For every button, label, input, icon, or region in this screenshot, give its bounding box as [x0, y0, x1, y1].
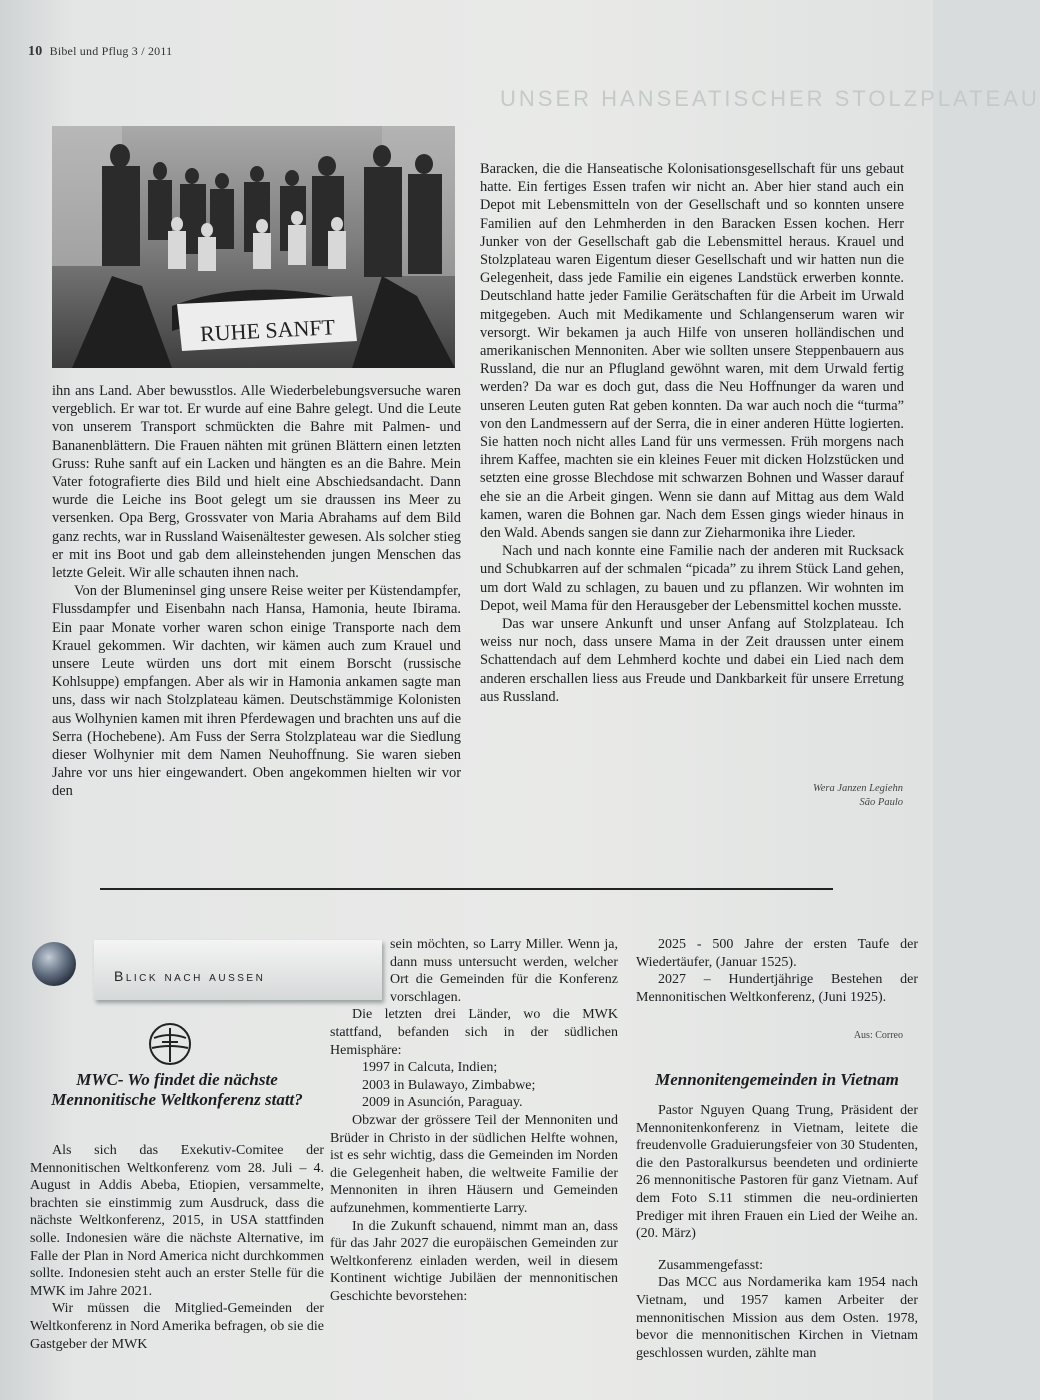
section-banner-title: Blick nach aussen: [114, 968, 266, 984]
article3-paragraph: Pastor Nguyen Quang Trung, Präsident der Mennonitenkonferenz in Vietnam, leitete die freudenvolle Graduierungsfeier von 30 Studenten, die den Pastoralkursus beendeten und ordinierte 26 mennonitische Pastoren für ganz Vietnam. Auf dem Foto S.11 stimmen die neu-ordinierten Prediger mit ihren Frauen ein Lied der Weihe an. (20. März): [636, 1103, 918, 1242]
page-header: [28, 44, 172, 60]
article1-right-paragraph: Nach und nach konnte eine Familie nach der anderen mit Rucksack und Schubkarren auf der schmalen “picada” zu ihrem Stück Land gehen, um dort Wald zu schlagen, zu bauen und zu pflanzen. Wir wohnten im Depot, weil Mama für den Herausgeber der Lebensmittel kochen musste.: [480, 543, 904, 614]
article2-col2-paragraph: In die Zukunft schauend, nimmt man an, dass für das Jahr 2027 die europäischen Gemeinden zur Weltkonferenz einladen werden, weil in diesem Kontinent wichtige Jubiläen der mennonitischen Geschichte bevorstehen:: [330, 1218, 618, 1304]
article1-right-column: [480, 160, 904, 706]
section-banner: [24, 932, 382, 1012]
article2-column3: [636, 936, 918, 1006]
photo-illustration: [52, 126, 455, 368]
article2-source: Aus: Correo: [853, 1030, 903, 1041]
article2-col2-list-intro: Die letzten drei Länder, wo die MWK stattfand, befanden sich in der südlichen Hemisphäre:: [330, 1007, 618, 1058]
article2-column1: [30, 1142, 324, 1353]
article2-col2-paragraph: Obzwar der grössere Teil der Mennoniten und Brüder in Christo in der südlichen Helfte wohnen, ist es sehr wichtig, dass die Gemeinden im Norden die Gelegenheit haben, die weltweite Familie der Mennoniten in ihren Häusern und Gemeinden aufzunehmen, kommentierte Larry.: [330, 1112, 618, 1216]
article3-headline: Mennonitengemeinden in Vietnam: [655, 1070, 899, 1089]
author-name: Wera Janzen Legiehn: [812, 783, 903, 794]
article1-left-column: [52, 382, 461, 801]
article1-left-paragraph: Von der Blumeninsel ging unsere Reise weiter per Küstendampfer, Flussdampfer und Eisenbahn nach Hansa, Hamonia, heute Ibirama. Ein paar Monate vorher waren schon einige Transporte nach dem Krauel gekommen. Wir dachten, wir kämen auch zum Krauel und unsere Leute würden uns dort mit einem Borscht (russische Kohlsuppe) empfangen. Aber als wir in Hamonia ankamen sagte man uns, dass wir nach Stolzplateau kämen. Deutschstämmige Kolonisten aus Wolhynien kamen mit ihren Pferdewagen und brachten uns auf die Serra (Hochebene). Am Fuss der Serra Stolzplateau war die Siedlung dieser Wolhynier mit dem Namen Neuhoffnung. Sie waren sieben Jahre vor uns hier eingewandert. Oben angekommen hielten wir vor den: [52, 583, 461, 800]
article3-summary-label: Zusammengefasst:: [658, 1257, 763, 1273]
article2-col1-paragraph: Wir müssen die Mitglied-Gemeinden der Weltkonferenz in Nord Amerika befragen, ob sie die Gastgeber der MWK: [30, 1301, 324, 1352]
article2-column2: [330, 936, 618, 1305]
page-number: 10: [28, 44, 43, 59]
article3-column: [636, 1102, 918, 1362]
article2-col2-intro: sein möchten, so Larry Miller. Wenn ja, dann muss untersucht werden, welcher Ort die Gemeinden für die Konferenz vorschlagen.: [390, 937, 618, 1005]
funeral-photo: [52, 126, 455, 368]
article2-list-item: 1997 in Calcuta, Indien;: [362, 1060, 498, 1076]
article2-list-item: 2003 in Bulawayo, Zimbabwe;: [362, 1077, 536, 1093]
show-through-title: UNSER HANSEATISCHER STOLZPLATEAU: [500, 86, 1040, 111]
article2-list-item: 2009 in Asunción, Paraguay.: [362, 1095, 523, 1111]
author-credit: [813, 782, 903, 810]
article2-jubilee-item: 2027 – Hundertjährige Bestehen der Mennonitischen Weltkonferenz, (Juni 1925).: [636, 972, 918, 1005]
article2-col1-paragraph: Als sich das Exekutiv-Comitee der Mennonitischen Weltkonferenz vom 28. Juli – 4. August in Addis Abeba, Etiopien, versammelte, brachten sie einstimmig zum Ausdruck, dass die nächste Weltkonferenz, 2015, in USA stattfinden solle. Indonesien wäre die nächste Alternative, im Falle der Plan in Nord America nicht durchkommen sollte. Indonesien steht auch an erster Stelle für die MWK im Jahre 2021.: [30, 1143, 324, 1299]
author-place: São Paulo: [859, 797, 903, 808]
section-divider: [100, 888, 833, 890]
article3-paragraph: Das MCC aus Nordamerika kam 1954 nach Vietnam, und 1957 kamen Arbeiter der mennonitischen Mission aus dem Osten. 1978, bevor die mennonitischen Kirchen in Vietnam geschlossen wurden, zählte man: [636, 1275, 918, 1361]
photo-sign-text: RUHE SANFT: [199, 314, 336, 347]
globe-icon: [32, 942, 76, 986]
publication-name: Bibel und Pflug 3 / 2011: [49, 44, 173, 58]
article2-headline: MWC- Wo findet die nächste Mennonitische Weltkonferenz statt?: [51, 1070, 303, 1109]
article1-left-paragraph: ihn ans Land. Aber bewusstlos. Alle Wiederbelebungsversuche waren vergeblich. Er war tot. Er wurde auf eine Bahre gelegt. Und die Leute von unserem Transport schmückten die Bahre mit Palmen- und Bananenblättern. Die Frauen nähten mit grünen Blättern einen letzten Gruss: Ruhe sanft auf ein Lacken und hängten es an die Bahre. Mein Vater fotografierte dies Bild und hielt eine Abschiedsandacht. Dann wurde die Leiche ins Boot gelegt um sie draussen ins Meer zu versenken. Opa Berg, Grossvater von Maria Abrahams auf dem Bild ganz rechts, war in Russland Waisenältester gewesen. Als solcher stieg er mit ins Boot und gab dem alleinstehenden jungen Menschen das letzte Geleit. Wir alle schauten ihnen nach.: [52, 383, 461, 582]
mwc-logo-icon: [148, 1022, 192, 1066]
article1-right-paragraph: Baracken, die die Hanseatische Kolonisationsgesellschaft für uns gebaut hatte. Ein fertiges Essen trafen wir nicht an. Aber hier stand auch ein Depot mit Lebensmitteln von der Gesellschaft und so konnten unsere Familien auf den Lehmherden in den Baracken Essen kochen. Herr Junker von der Gesellschaft gab die Lebensmittel heraus. Krauel und Stolzplateau waren Eigentum dieser Gesellschaft und wir hatten nun die Gelegenheit, dass jede Familie ein eigenes Landstück erwerben konnte. Deutschland hatte jeder Familie Gerätschaften für die Arbeit im Urwald mitgegeben. Auch mit Medikamente und Schlangenserum waren wir versorgt. Wir bekamen ja auch Hilfe von unseren holländischen und amerikanischen Mennoniten. Aber wie sollten unsere Steppenbauern aus Russland, die nur an Pflugland gewöhnt waren, mit dem Urwald fertig werden? Da war es doch gut, dass die Neu Hoffnunger da waren und unseren Leuten guten Rat geben konnten. Da war auch noch die “turma” von den Landmessern auf der Serra, die in einer anderen Hütte logierten. Sie hatten noch nicht alles Land für uns vermessen. Früh morgens nach ihrem Kaffee, machten sie ein kleines Feuer mit dicken Holzstücken und setzten eine grosse Blechdose mit schwarzen Bohnen und Wasser darauf ehe sie an die Arbeit gingen. Wenn sie dann auf Mittag aus dem Wald kamen, waren die Bohnen gar. Nach dem Essen gings wieder hinaus in den Wald. Abends sangen sie dann zur Zieharmonika ihre Lieder.: [480, 161, 904, 542]
article2-jubilee-item: 2025 - 500 Jahre der ersten Taufe der Wiedertäufer, (Januar 1525).: [636, 937, 918, 970]
article1-right-paragraph: Das war unsere Ankunft und unser Anfang auf Stolzplateau. Ich weiss nur noch, dass unsere Mama in der Zeit draussen unter einem Schattendach auf dem Lehmherd kochte und dabei ein Lied nach dem anderen erschallen liess aus Freude und Dankbarkeit für unsere Erretung aus Russland.: [480, 616, 904, 705]
